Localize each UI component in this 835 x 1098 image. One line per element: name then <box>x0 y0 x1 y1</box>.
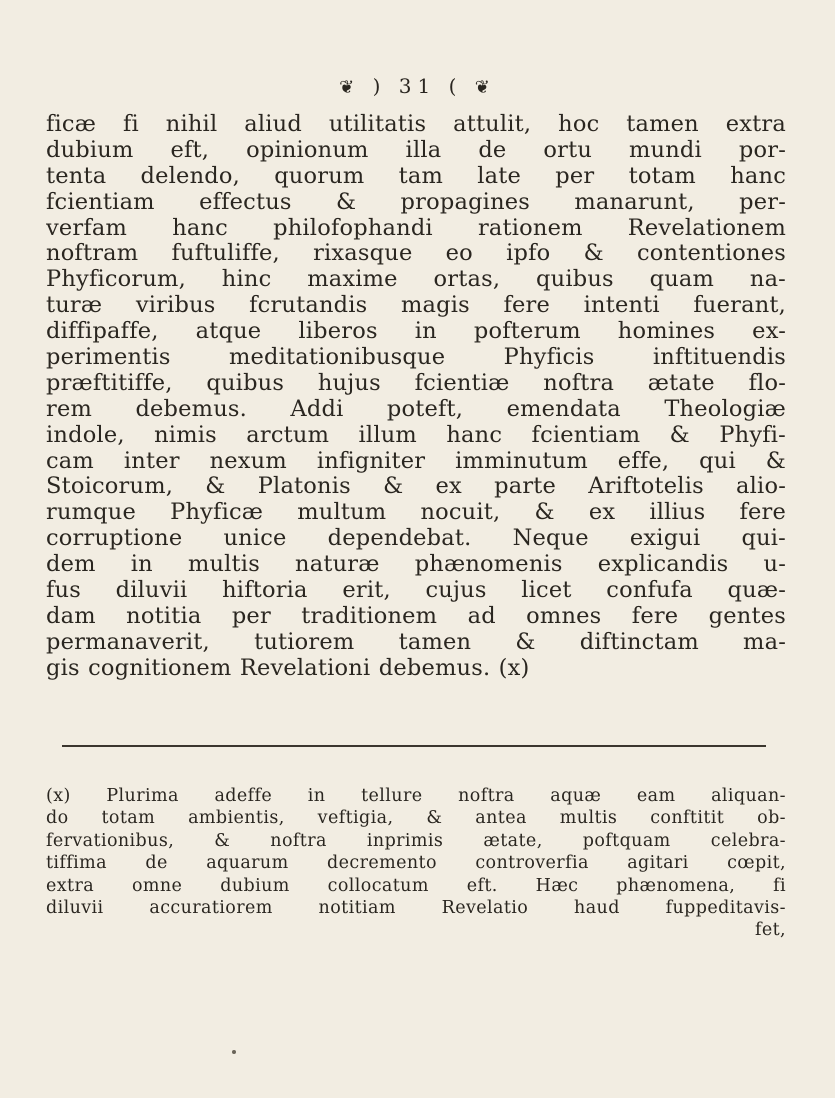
text-line: cam inter nexum infigniter imminutum effe, qui & <box>46 448 786 474</box>
text-line: fcientiam effectus & propagines manarunt, per- <box>46 189 786 215</box>
footnote-line: tiffima de aquarum decremento controverfia agitari cœpit, <box>46 853 786 874</box>
fleuron-left-icon: ❦ <box>339 77 361 98</box>
text-line: noftram fuftuliffe, rixasque eo ipfo & contentiones <box>46 241 786 267</box>
text-line: tenta delendo, quorum tam late per totam hanc <box>46 163 786 189</box>
text-line: indole, nimis arctum illum hanc fcientiam & Phyfi- <box>46 422 786 448</box>
text-line: perimentis meditationibusque Phyficis inftituendis <box>46 345 786 371</box>
ink-speck <box>232 1050 236 1054</box>
running-header <box>0 74 835 98</box>
fleuron-right-icon: ❦ <box>474 77 496 98</box>
text-line: permanaverit, tutiorem tamen & diftinctam ma- <box>46 629 786 655</box>
text-line: dam notitia per traditionem ad omnes fere gentes <box>46 603 786 629</box>
text-line: ficæ fi nihil aliud utilitatis attulit, hoc tamen extra <box>46 112 786 137</box>
header-bracket-left: ) <box>372 74 387 98</box>
text-line: rumque Phyficæ multum nocuit, & ex illius fere <box>46 500 786 526</box>
footnote-line: do totam ambientis, veftigia, & antea multis conftitit ob- <box>46 808 786 829</box>
footnote-line: fervationibus, & noftra inprimis ætate, poftquam celebra- <box>46 830 786 851</box>
page-number: 31 <box>398 74 437 98</box>
text-line: rem debemus. Addi poteft, emendata Theologiæ <box>46 396 786 422</box>
footnote-line: extra omne dubium collocatum eft. Hæc phænomena, fi <box>46 875 786 896</box>
footnote-line: diluvii accuratiorem notitiam Revelatio haud fuppeditavis- <box>46 897 786 918</box>
text-line: gis cognitionem Revelationi debemus. (x) <box>46 655 530 681</box>
text-line: Phyficorum, hinc maxime ortas, quibus quam na- <box>46 267 786 293</box>
text-line: dubium eft, opinionum illa de ortu mundi por- <box>46 137 786 163</box>
text-line: præftitiffe, quibus hujus fcientiæ noftra ætate flo- <box>46 370 786 396</box>
text-line: verfam hanc philofophandi rationem Revelationem <box>46 215 786 241</box>
footnote-line: (x) Plurima adeffe in tellure noftra aquæ eam aliquan- <box>46 786 786 806</box>
footnote-divider <box>62 745 766 747</box>
footnote-line: fet, <box>754 920 786 941</box>
main-text <box>46 112 786 682</box>
footnote <box>46 785 786 942</box>
header-bracket-right: ( <box>448 74 463 98</box>
text-line: turæ viribus fcrutandis magis fere intenti fuerant, <box>46 293 786 319</box>
text-line: fus diluvii hiftoria erit, cujus licet confufa quæ- <box>46 578 786 604</box>
text-line: corruptione unice dependebat. Neque exigui qui- <box>46 526 786 552</box>
text-line: diffipaffe, atque liberos in pofterum homines ex- <box>46 319 786 345</box>
text-line: Stoicorum, & Platonis & ex parte Ariftotelis alio- <box>46 474 786 500</box>
text-line: dem in multis naturæ phænomenis explicandis u- <box>46 552 786 578</box>
